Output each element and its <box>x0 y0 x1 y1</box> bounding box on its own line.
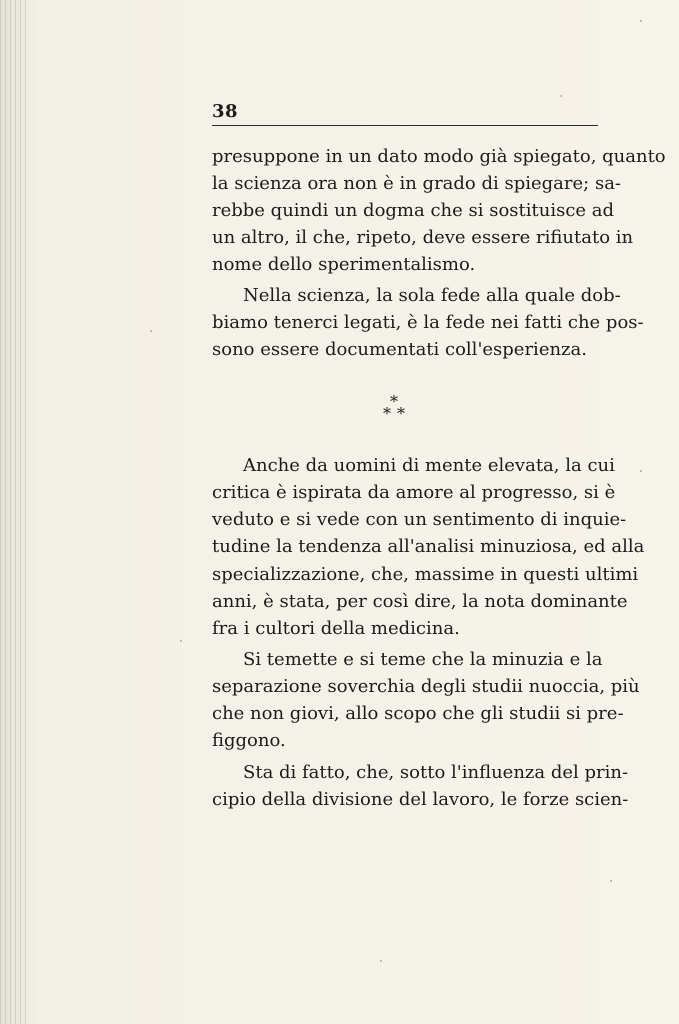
paragraph-3-line-5: specializzazione, che, massime in questi ultimi <box>212 564 639 585</box>
paragraph-3-line-2: critica è ispirata da amore al progresso, si è <box>212 482 616 503</box>
paragraph-1-line-4: un altro, il che, ripeto, deve essere rifiutato in <box>212 227 634 248</box>
paragraph-3-line-6: anni, è stata, per così dire, la nota dominante <box>212 591 628 612</box>
paragraph-1-line-1: presuppone in un dato modo già spiegato, quanto <box>212 146 666 167</box>
paragraph-2-line-1: Nella scienza, la sola fede alla quale dob- <box>243 285 621 306</box>
paper-speck <box>625 240 627 242</box>
asterism-star-right: * <box>397 404 405 423</box>
paragraph-5-line-1: Sta di fatto, che, sotto l'influenza del prin- <box>243 762 629 783</box>
paragraph-1-line-5: nome dello sperimentalismo. <box>212 254 476 275</box>
paper-speck <box>640 20 642 22</box>
paragraph-4-line-4: figgono. <box>212 730 286 751</box>
paper-speck <box>380 960 382 962</box>
paragraph-4-line-3: che non giovi, allo scopo che gli studii si pre- <box>212 703 624 724</box>
paragraph-1-line-2: la scienza ora non è in grado di spiegare; sa- <box>212 173 622 194</box>
paper-speck <box>610 880 612 882</box>
paragraph-3-line-4: tudine la tendenza all'analisi minuziosa, ed alla <box>212 536 645 557</box>
paragraph-2-line-2: biamo tenerci legati, è la fede nei fatti che pos- <box>212 312 644 333</box>
paragraph-4-line-2: separazione soverchia degli studii nuoccia, più <box>212 676 640 697</box>
paragraph-2-line-3: sono essere documentati coll'esperienza. <box>212 339 587 360</box>
paper-speck <box>640 470 642 472</box>
paragraph-5-line-2: cipio della divisione del lavoro, le forze scien- <box>212 789 629 810</box>
paragraph-3-line-7: fra i cultori della medicina. <box>212 618 460 639</box>
section-asterism <box>372 394 432 434</box>
page-binding-edge <box>0 0 28 1024</box>
paper-speck <box>180 640 182 642</box>
paragraph-1-line-3: rebbe quindi un dogma che si sostituisce ad <box>212 200 615 221</box>
paper-speck <box>560 95 562 97</box>
asterism-star-top: * <box>390 392 398 411</box>
paragraph-3-line-3: veduto e si vede con un sentimento di inquie- <box>212 509 627 530</box>
asterism-star-left: * <box>383 404 391 423</box>
paper-speck <box>150 330 152 332</box>
paragraph-3-line-1: Anche da uomini di mente elevata, la cui <box>243 455 615 476</box>
header-rule <box>212 125 598 126</box>
page-number: 38 <box>212 101 239 122</box>
paragraph-4-line-1: Si temette e si teme che la minuzia e la <box>243 649 603 670</box>
